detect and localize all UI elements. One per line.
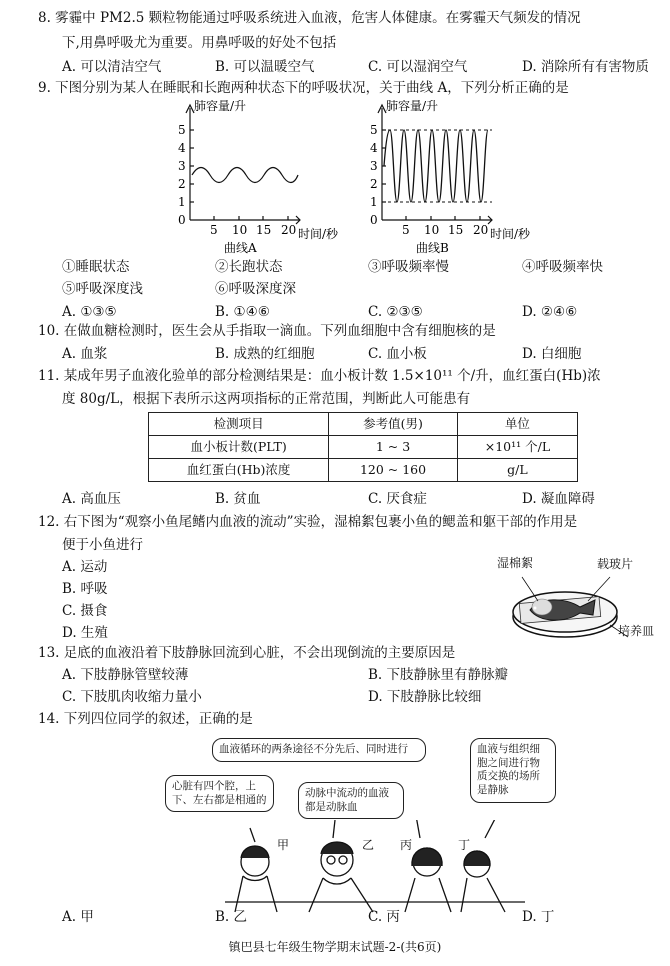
q9-option-d: D. ②④⑥ bbox=[522, 304, 578, 320]
q10-option-d: D. 白细胞 bbox=[522, 346, 582, 362]
graph-b-ytick: 2 bbox=[370, 177, 378, 191]
q9-statement-4: ④呼吸频率快 bbox=[522, 259, 603, 275]
graph-b-xtick: 10 bbox=[424, 223, 440, 237]
q10-option-c: C. 血小板 bbox=[368, 346, 427, 362]
graph-a-ytick: 1 bbox=[178, 195, 186, 209]
table-cell: 120 ~ 160 bbox=[329, 459, 458, 482]
label-petri-dish: 培养皿 bbox=[618, 624, 655, 638]
graph-a-xlabel: 时间/秒 bbox=[298, 227, 339, 241]
speech-bubble-ding: 血液与组织细胞之间进行物质交换的场所是静脉 bbox=[470, 738, 556, 803]
label-wet-cotton: 湿棉絮 bbox=[497, 556, 534, 570]
graph-a-caption: 曲线A bbox=[224, 241, 257, 255]
table-cell: ×10¹¹ 个/L bbox=[457, 436, 577, 459]
q11-option-d: D. 凝血障碍 bbox=[522, 491, 595, 507]
graph-b-ytick: 4 bbox=[370, 141, 378, 155]
q9-statement-3: ③呼吸频率慢 bbox=[368, 259, 449, 275]
q14-stem: 14. 下列四位同学的叙述，正确的是 bbox=[38, 711, 253, 727]
q8-option-c: C. 可以湿润空气 bbox=[368, 59, 468, 75]
q14-option-a: A. 甲 bbox=[62, 909, 94, 925]
table-header: 参考值(男) bbox=[329, 413, 458, 436]
graph-a-ytick: 5 bbox=[178, 123, 186, 137]
q12-stem-line1: 12. 右下图为“观察小鱼尾鳍内血液的流动”实验，湿棉絮包裹小鱼的鳃盖和躯干部的作用是 bbox=[38, 514, 578, 530]
graph-a-xtick: 20 bbox=[281, 223, 297, 237]
q14-option-c: C. 丙 bbox=[368, 909, 400, 925]
speech-bubble-jia: 心脏有四个腔，上下、左右都是相通的 bbox=[165, 775, 274, 812]
q9-statement-1: ①睡眠状态 bbox=[62, 259, 130, 275]
q10-stem: 10. 在做血糖检测时，医生会从手指取一滴血。下列血细胞中含有细胞核的是 bbox=[38, 323, 496, 339]
q13-option-c: C. 下肢肌肉收缩力量小 bbox=[62, 689, 202, 705]
graph-b-ytick: 0 bbox=[370, 213, 378, 227]
table-cell: g/L bbox=[457, 459, 577, 482]
table-cell: 1 ~ 3 bbox=[329, 436, 458, 459]
graph-b-ytick: 3 bbox=[370, 159, 378, 173]
q13-stem: 13. 足底的血液沿着下肢静脉回流到心脏，不会出现倒流的主要原因是 bbox=[38, 645, 456, 661]
q12-stem-line2: 便于小鱼进行 bbox=[62, 537, 143, 553]
table-row bbox=[149, 436, 578, 459]
q14-option-b: B. 乙 bbox=[215, 909, 248, 925]
student-name-jia: 甲 bbox=[277, 838, 290, 852]
graph-b-xtick: 15 bbox=[448, 223, 464, 237]
q9-statement-6: ⑥呼吸深度深 bbox=[215, 281, 296, 297]
q13-option-b: B. 下肢静脉里有静脉瓣 bbox=[368, 667, 509, 683]
graph-b-ylabel: 肺容量/升 bbox=[386, 100, 439, 113]
q12-option-c: C. 摄食 bbox=[62, 603, 108, 619]
graph-a-ylabel: 肺容量/升 bbox=[194, 100, 247, 113]
q9-statement-2: ②长跑状态 bbox=[215, 259, 283, 275]
q13-option-a: A. 下肢静脉管壁较薄 bbox=[62, 667, 189, 683]
speech-bubble-bing: 血液循环的两条途径不分先后、同时进行 bbox=[212, 738, 426, 762]
q8-option-b: B. 可以温暖空气 bbox=[215, 59, 315, 75]
q12-option-d: D. 生殖 bbox=[62, 625, 108, 641]
table-header-row bbox=[149, 413, 578, 436]
graph-b-xtick: 5 bbox=[402, 223, 410, 237]
graph-b-xtick: 20 bbox=[473, 223, 489, 237]
graph-a bbox=[160, 100, 360, 255]
q12-option-b: B. 呼吸 bbox=[62, 581, 108, 597]
graph-a-ytick: 4 bbox=[178, 141, 186, 155]
graph-b-ytick: 1 bbox=[370, 195, 378, 209]
student-name-yi: 乙 bbox=[362, 838, 375, 852]
q9-option-b: B. ①④⑥ bbox=[215, 304, 270, 320]
q8-stem-line2: 下,用鼻呼吸尤为重要。用鼻呼吸的好处不包括 bbox=[62, 35, 337, 51]
q8-stem-line1: 8. 雾霾中 PM2.5 颗粒物能通过呼吸系统进入血液，危害人体健康。在雾霾天气频发的情况 bbox=[38, 10, 581, 26]
graph-a-ytick: 0 bbox=[178, 213, 186, 227]
graph-a-ytick: 2 bbox=[178, 177, 186, 191]
q11-stem-line2: 度 80g/L，根据下表所示这两项指标的正常范围，判断此人可能患有 bbox=[62, 391, 471, 407]
student-name-ding: 丁 bbox=[458, 838, 471, 852]
q11-option-a: A. 高血压 bbox=[62, 491, 121, 507]
q10-option-b: B. 成熟的红细胞 bbox=[215, 346, 315, 362]
table-cell: 血小板计数(PLT) bbox=[149, 436, 329, 459]
graph-a-ytick: 3 bbox=[178, 159, 186, 173]
table-header: 检测项目 bbox=[149, 413, 329, 436]
q9-stem: 9. 下图分别为某人在睡眠和长跑两种状态下的呼吸状况，关于曲线 A，下列分析正确的是 bbox=[38, 80, 569, 96]
reference-table bbox=[148, 412, 578, 482]
q13-option-d: D. 下肢静脉比较细 bbox=[368, 689, 482, 705]
graph-b-caption: 曲线B bbox=[416, 241, 449, 255]
graph-a-xtick: 15 bbox=[256, 223, 272, 237]
page-footer: 镇巴县七年级生物学期末试题-2-(共6页) bbox=[228, 940, 442, 954]
q11-option-c: C. 厌食症 bbox=[368, 491, 427, 507]
graph-b bbox=[362, 100, 562, 255]
table-cell: 血红蛋白(Hb)浓度 bbox=[149, 459, 329, 482]
q9-option-a: A. ①③⑤ bbox=[62, 304, 117, 320]
q11-option-b: B. 贫血 bbox=[215, 491, 261, 507]
graph-a-xtick: 5 bbox=[210, 223, 218, 237]
q10-option-a: A. 血浆 bbox=[62, 346, 108, 362]
q12-option-a: A. 运动 bbox=[62, 559, 108, 575]
graph-b-xlabel: 时间/秒 bbox=[490, 227, 531, 241]
graph-a-xtick: 10 bbox=[232, 223, 248, 237]
q11-stem-line1: 11. 某成年男子血液化验单的部分检测结果是：血小板计数 1.5×10¹¹ 个/升，血红蛋白(Hb)浓 bbox=[38, 368, 601, 384]
students-illustration bbox=[225, 820, 525, 915]
table-header: 单位 bbox=[457, 413, 577, 436]
table-row bbox=[149, 459, 578, 482]
graph-b-ytick: 5 bbox=[370, 123, 378, 137]
q9-statement-5: ⑤呼吸深度浅 bbox=[62, 281, 143, 297]
student-name-bing: 丙 bbox=[400, 838, 413, 852]
label-slide: 载玻片 bbox=[597, 557, 634, 571]
q8-option-a: A. 可以清洁空气 bbox=[62, 59, 162, 75]
q14-option-d: D. 丁 bbox=[522, 909, 555, 925]
speech-bubble-yi: 动脉中流动的血液都是动脉血 bbox=[298, 782, 404, 819]
q8-option-d: D. 消除所有有害物质 bbox=[522, 59, 649, 75]
q9-option-c: C. ②③⑤ bbox=[368, 304, 423, 320]
